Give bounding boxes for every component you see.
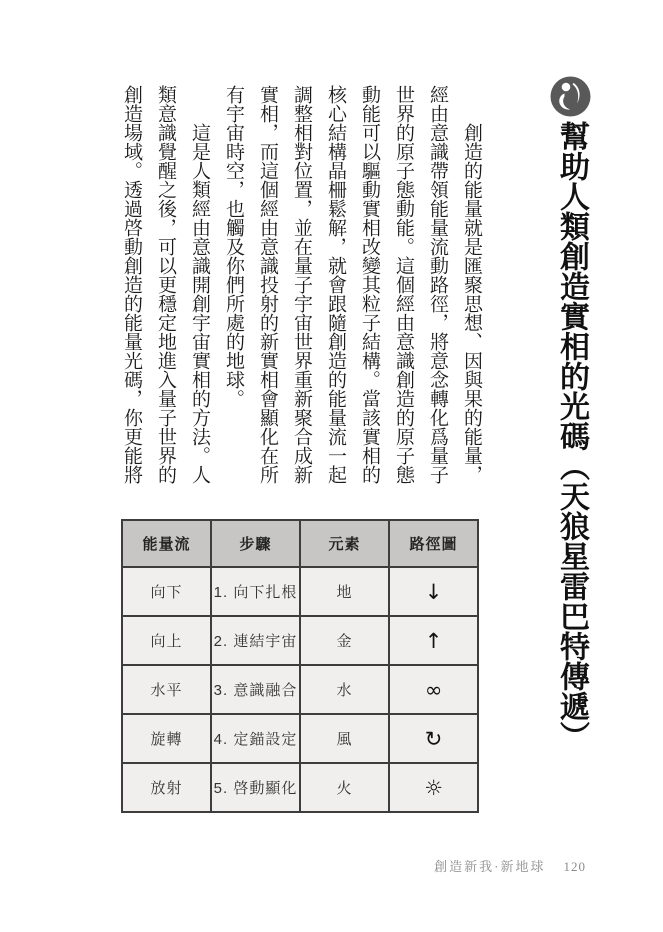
rotate-arrow-icon: ↻ [389,714,478,763]
col-header-element: 元素 [300,520,389,567]
table-row [122,714,478,763]
up-arrow-icon: ↑ [389,616,478,665]
cell-element: 金 [300,616,389,665]
body-text [114,85,488,490]
table-row [122,567,478,616]
paragraph-2: 這是人類經由意識開創宇宙實相的方法。人類意識覺醒之後，可以更穩定地進入量子世界的創造場域。透過啓動創造的能量光碼，你更能將 [121,85,210,484]
cell-flow: 向下 [122,567,211,616]
infinity-icon: ∞ [389,665,478,714]
cell-element: 地 [300,567,389,616]
table-row [122,616,478,665]
col-header-energy-flow: 能量流 [122,520,211,567]
cell-step: 1. 向下扎根 [211,567,300,616]
paragraph-1: 創造的能量就是匯聚思想、因與果的能量，經由意識帶領能量流動路徑，將意念轉化爲量子世界的原子態動能。這個經由意識創造的原子態動能可以驅動實相改變其粒子結構。當該實相的核心結構晶柵鬆解，就會跟隨創造的能量流一起調整相對位置，並在量子宇宙世界重新聚合成新實相，而這個經由意識投射的新實相會顯化在所有宇宙時空，也觸及你們所處的地球。 [223,85,482,484]
figure-in-circle-logo-icon [550,76,591,117]
cell-flow: 向上 [122,616,211,665]
table-row [122,665,478,714]
sun-rays-icon: ☼ [389,763,478,812]
page-number: 120 [563,859,586,874]
running-book-title: 創造新我·新地球 [434,859,546,874]
energy-code-table [121,519,479,813]
cell-element: 火 [300,763,389,812]
col-header-step: 步驟 [211,520,300,567]
cell-element: 風 [300,714,389,763]
cell-step: 2. 連結宇宙 [211,616,300,665]
cell-step: 4. 定錨設定 [211,714,300,763]
cell-flow: 水平 [122,665,211,714]
cell-step: 3. 意識融合 [211,665,300,714]
table-row [122,763,478,812]
cell-element: 水 [300,665,389,714]
table-header-row [122,520,478,567]
cell-step: 5. 啓動顯化 [211,763,300,812]
chapter-title: 幫助人類創造實相的光碼（天狼星雷巴特傳遞） [555,121,588,751]
cell-flow: 旋轉 [122,714,211,763]
page-footer [434,856,586,875]
col-header-path-diagram: 路徑圖 [389,520,478,567]
down-arrow-icon: ↓ [389,567,478,616]
cell-flow: 放射 [122,763,211,812]
